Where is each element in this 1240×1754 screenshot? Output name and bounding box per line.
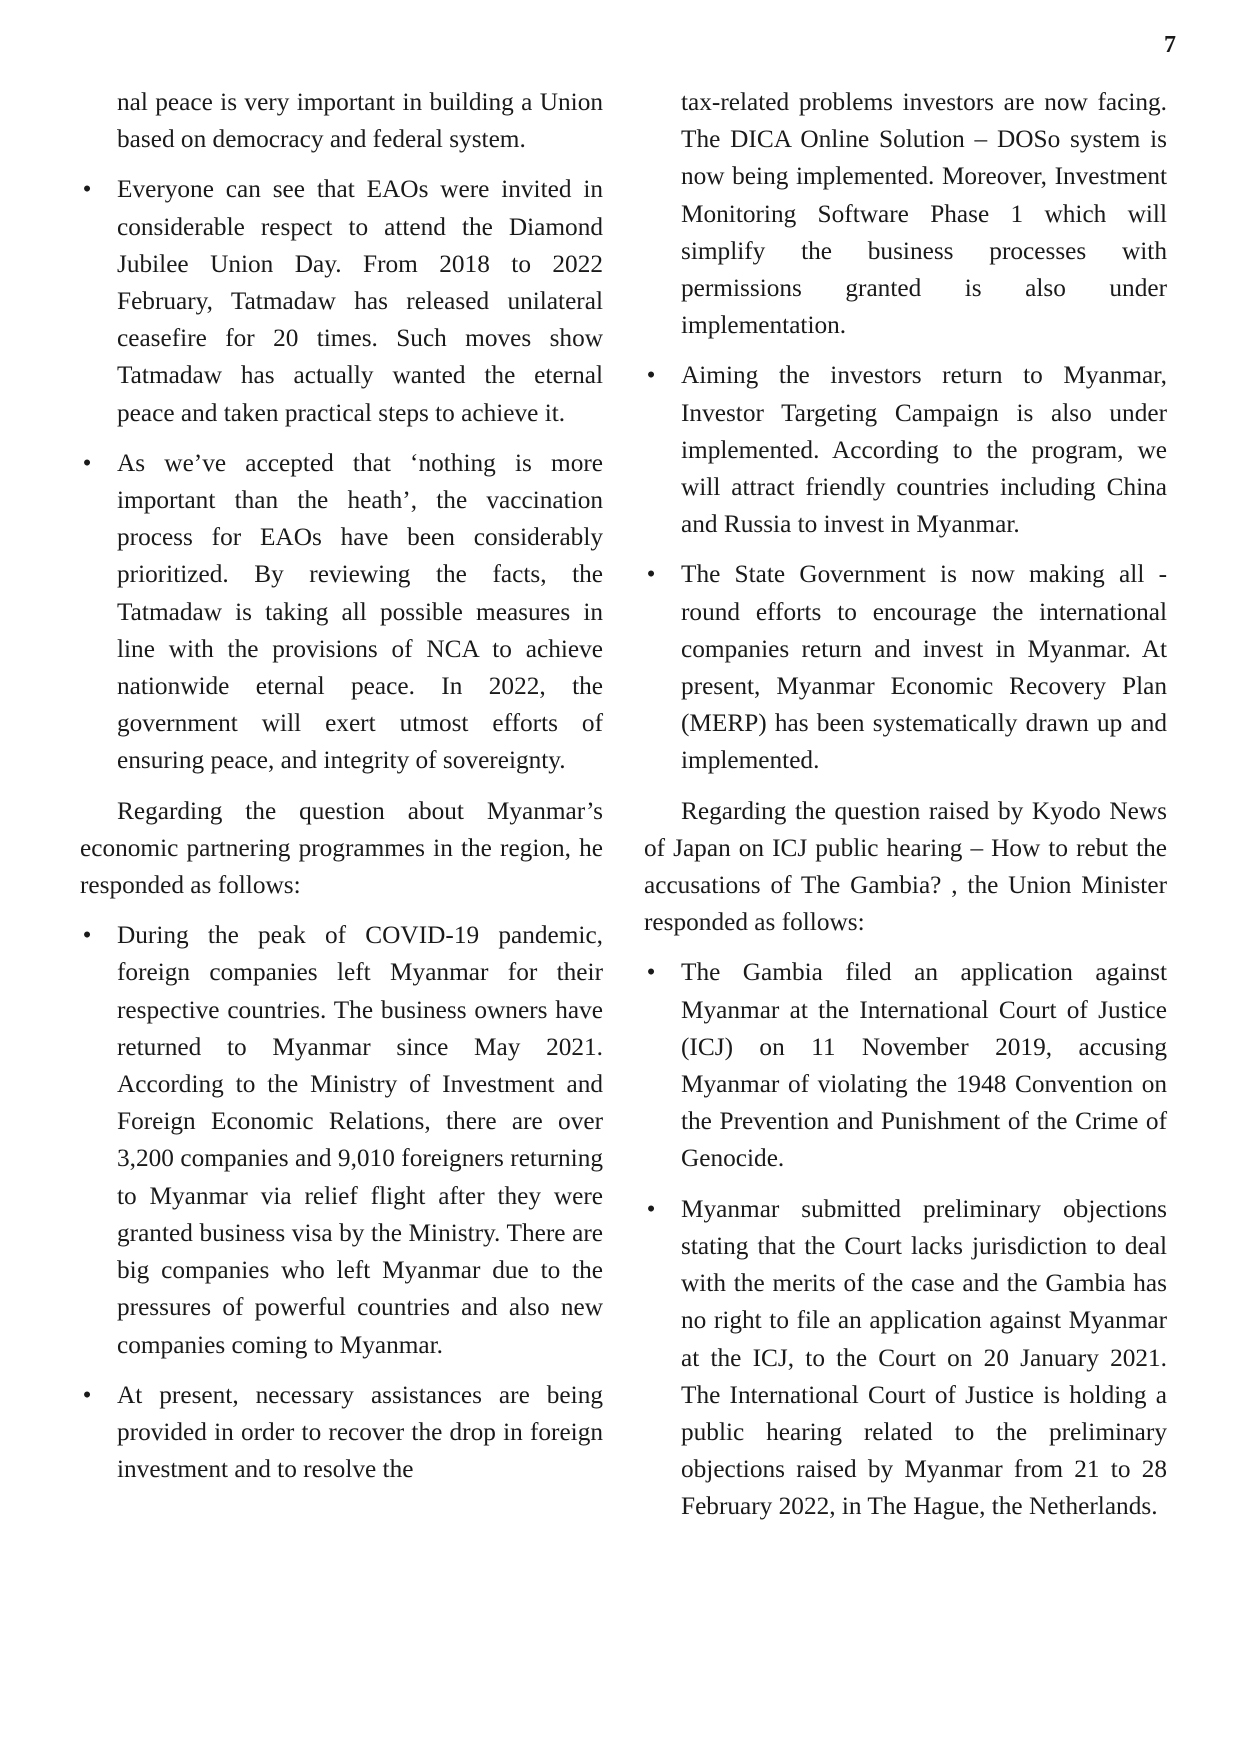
body-paragraph: Regarding the question raised by Kyodo News of Japan on ICJ public hearing – How to rebut the accusations of The Gambia? , the Union Minister responded as follows: [644, 796, 1167, 937]
bullet-item [644, 954, 1167, 1177]
bullet-icon [644, 556, 658, 593]
bullet-text: During the peak of COVID-19 pandemic, foreign companies left Myanmar for their respective countries. The business owners have returned to Myanmar since May 2021. According to the Ministry of Investment and Foreign Economic Relations, there are over 3,200 companies and 9,010 foreigners returning to Myanmar via relief flight after they were granted business visa by the Ministry. There are big companies who left Myanmar due to the pressures of powerful countries and also new companies coming to Myanmar. [117, 921, 603, 1359]
bullet-icon [644, 357, 658, 394]
bullet-item [644, 556, 1167, 779]
bullet-text: At present, necessary assistances are being provided in order to recover the drop in foreign investment and to resolve the [117, 1380, 603, 1484]
bullet-text: The State Government is now making all -round efforts to encourage the international companies return and invest in Myanmar. At present, Myanmar Economic Recovery Plan (MERP) has been systematically drawn up and implemented. [681, 560, 1167, 775]
bullet-text: As we’ve accepted that ‘nothing is more important than the heath’, the vaccination process for EAOs have been considerably prioritized. By reviewing the facts, the Tatmadaw is taking all possible measures in line with the provisions of NCA to achieve nationwide eternal peace. In 2022, the government will exert utmost efforts of ensuring peace, and integrity of sovereignty. [117, 448, 603, 775]
bullet-icon [644, 1191, 658, 1228]
continued-paragraph: tax-related problems investors are now facing. The DICA Online Solution – DOSo system is now being implemented. Moreover, Investment Monitoring Software Phase 1 which will simplify the business processes with permissions granted is also under implementation. [681, 88, 1167, 340]
bullet-icon [80, 917, 94, 954]
body-paragraph: Regarding the question about Myanmar’s economic partnering programmes in the region, he responded as follows: [80, 796, 603, 900]
bullet-item [80, 1377, 603, 1489]
continued-paragraph: nal peace is very important in building a Union based on democracy and federal system. [117, 88, 603, 154]
bullet-text: Myanmar submitted preliminary objections stating that the Court lacks jurisdiction to deal with the merits of the case and the Gambia has no right to file an application against Myanmar at the ICJ, to the Court on 20 January 2021. The International Court of Justice is holding a public hearing related to the preliminary objections raised by Myanmar from 21 to 28 February 2022, in The Hague, the Netherlands. [681, 1194, 1167, 1521]
page-number: 7 [1164, 32, 1176, 58]
bullet-item [80, 445, 603, 780]
right-column [644, 84, 1167, 1539]
left-column [80, 84, 603, 1501]
bullet-text: Everyone can see that EAOs were invited in considerable respect to attend the Diamond Jubilee Union Day. From 2018 to 2022 February, Tatmadaw has released unilateral ceasefire for 20 times. Such moves show Tatmadaw has actually wanted the eternal peace and taken practical steps to achieve it. [117, 175, 603, 427]
bullet-item [644, 357, 1167, 543]
bullet-icon [644, 954, 658, 991]
bullet-text: Aiming the investors return to Myanmar, Investor Targeting Campaign is also under implemented. According to the program, we will attract friendly countries including China and Russia to invest in Myanmar. [681, 361, 1167, 539]
bullet-icon [80, 171, 94, 208]
bullet-icon [80, 1377, 94, 1414]
bullet-item [80, 171, 603, 431]
bullet-item [644, 1191, 1167, 1526]
bullet-icon [80, 445, 94, 482]
bullet-item [80, 917, 603, 1363]
bullet-text: The Gambia filed an application against Myanmar at the International Court of Justice (ICJ) on 11 November 2019, accusing Myanmar of violating the 1948 Convention on the Prevention and Punishment of the Crime of Genocide. [681, 958, 1167, 1173]
